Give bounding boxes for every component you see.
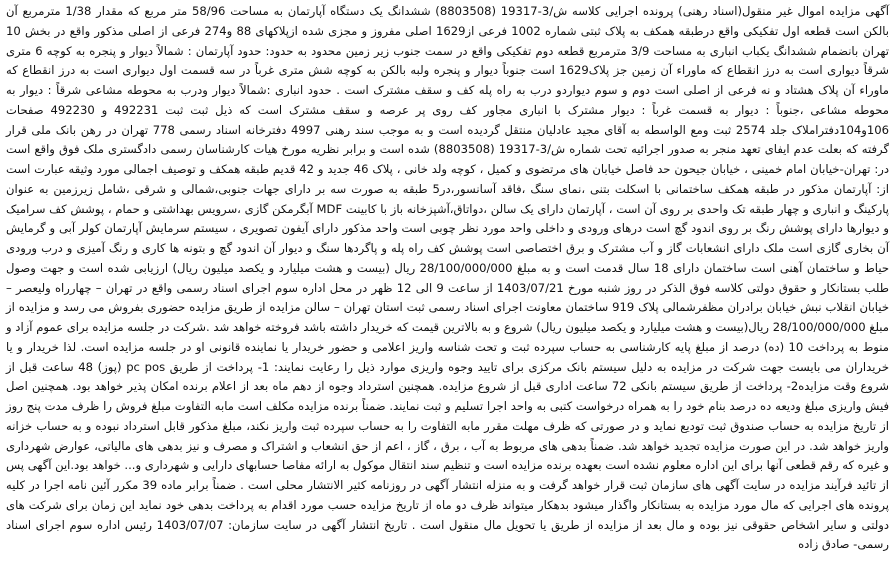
- auction-notice-text: آگهی مزایده اموال غیر منقول(اسناد رهنی) پرونده اجرایی کلاسه ش/3-19317 (8803508) ششدانگ یک دستگاه آپارتمان به مساحت 58/96 متر مربع که مقدار 1/38 مترمربع آن بالکن است قطعه اول تفکیکی واقع درطبقه همکف به پلاک ثبتی شماره 1002 فرعی از1629 اصلی مفروز و مجزی شده ازپلاکهای 88 و274 فرعی از اصلی مذکور واقع در بخش 10 تهران بانضمام ششدانگ یکباب انباری به مساحت 3/9 مترمربع قطعه دوم تفکیکی واقع در سمت جنوب زیر زمین محدود به حدود: حدود آپارتمان : شمالاً دیوار و پنجره به کوچه 6 متری شرقاً دیواری است به درز انقطاع که ماوراء آن زمین جز پلاک1629 است جنوباً دیوار و پنجره ولبه بالکن به کوچه شش متری غرباً در سه قسمت اول دیواری است به درز انقطاع که ماوراء آن پلاک هشتاد و نه فرعی از اصلی است دوم و سوم دیواردو درب به راه پله کف و سقف مشترک است . حدود انباری :شمالاً دیوار ودرب به محوطه مشاعی شرقاً : دیوار به محوطه مشاعی ،جنوباً : دیوار به قسمت غرباً : دیوار مشترک با انباری مجاور کف روی پر عرصه و سقف مشترک است که ذیل ثبت ثبت 492231 و 492230 صفحات 106و104دفتراملاک جلد 2574 ثبت ومع الواسطه به آقای مجید عادلیان منتقل گردیده است و به موجب سند رهنی 4997 دفترخانه اسناد رسمی 778 تهران در رهن بانک ملی قرار گرفته که بعلت عدم ایفای تعهد منجر به صدور اجرائیه تحت شماره ش/3-19317 (8803508) شده است و برابر نظریه مورخ هیات کارشناسان رسمی دادگستری ملک فوق واقع است در: تهران-خیابان امام خمینی ، خیابان جیحون حد فاصل خیابان های مرتضوی و کمیل ، کوچه ولد خانی ، پلاک 46 جدید و 42 قدیم طبقه همکف و توصیف اجمالی مورد وثیقه عبارت است از: آپارتمان مذکور در طبقه همکف ساختمانی با اسکلت بتنی ،نمای سنگ ،فاقد آسانسور،در5 طبقه به صورت سه بر دارای جهات جنوبی،شمالی و شرقی ،شامل زیرزمین به عنوان پارکینگ و انباری و چهار طبقه تک واحدی بر روی آن است ، آپارتمان دارای یک سالن ،دواتاق،آشپزخانه باز با کابینت MDF آبگرمکن گازی ،سرویس بهداشتی و حمام ، پوشش کف سرامیک و دیوارها دارای پوشش رنگ بر روی اندود گچ است درهای ورودی و داخلی واحد مورد نظر چوبی است واحد مذکور دارای آیفون تصویری ، سیستم سرمایش آپارتمان کولر آبی و گرمایش آن بخاری گازی است ملک دارای انشعابات گاز و آب مشترک و برق اختصاصی است پوشش کف راه پله و پاگردها سنگ و دیوار آن اندود گچ و بتونه ها کاری و رنگ آمیزی و درب ورودی حیاط و ساختمان آهنی است ساختمان دارای 18 سال قدمت است و به مبلغ 28/100/000/000 ریال (بیست و هشت میلیارد و یکصد میلیون ریال) ارزیابی شده است و جهت وصول طلب بستانکار و حقوق دولتی کلاسه فوق الذکر در روز شنبه مورخ 1403/07/21 از ساعت 9 الی 12 ظهر در محل اداره سوم اجرای اسناد رسمی واقع در تهران – چهارراه ولیعصر –خیابان انقلاب نبش خیابان برادران مظفرشمالی پلاک 919 ساختمان معاونت اجرای اسناد رسمی ثبت استان تهران – سالن مزایده از طریق مزایده حضوری بفروش می رسد و مزایده از مبلغ 28/100/000/000 ریال(بیست و هشت میلیارد و یکصد میلیون ریال) شروع و به بالاترین قیمت که خریدار داشته باشد فروخته خواهد شد .شرکت در جلسه مزایده برای عموم آزاد و منوط به پرداخت 10 (ده) درصد از مبلغ پایه کارشناسی به حساب سپرده ثبت و تحت شناسه واریز اعلامی و حضور خریدار یا نماینده قانونی او در جلسه مزایده است. لذا خریدار و یا خریداران می بایست جهت شرکت در مزایده به دلیل سیستم بانک مرکزی برای تایید وجوه واریزی موارد ذیل را رعایت نمایند: 1- پرداخت از طریق pc pos (پوز) 48 ساعت قبل از شروع وقت مزایده2- پرداخت از طریق سیستم بانکی 72 ساعت اداری قبل از شروع مزایده. همچنین استرداد وجوه از دهم ماه بعد از اعلام برنده امکان پذیر خواهد بود. همچنین اصل فیش واریزی مبلغ ودیعه ده درصد بنام خود را به همراه درخواست کتبی به واحد اجرا تسلیم و ثبت نمایند. ضمناً برنده مزایده مکلف است مابه التفاوت مبلغ فروش را ظرف مدت پنج روز از تاریخ مزایده به حساب صندوق ثبت تودیع نماید و در صورتی که ظرف مهلت مقرر مابه التفاوت را به حساب سپرده ثبت واریز نکند، مبلغ مذکور قابل استرداد نبوده و به حساب خزانه واریز خواهد شد. در این صورت مزایده تجدید خواهد شد. ضمناً بدهی های مربوط به آب ، برق ، گاز ، اعم از حق انشعاب و اشتراک و مصرف و نیز بدهی های مالیاتی، عوارض شهرداری و غیره که رقم قطعی آنها برای این اداره معلوم نشده است بعهده برنده مزایده است و تنظیم سند انتقال موکول به ارائه مفاصا حسابهای دارایی و شهرداری و... خواهد بود.این آگهی پس از تائید فرآیند مزایده در سایت آگهی های سازمان ثبت قرار خواهد گرفت و به منزله انتشار آگهی در روزنامه کثیر الانتشار محلی است . ضمناً برابر ماده 39 مکرر آئین نامه اجرا در کلیه پرونده های اجرایی که مال مورد مزایده به بستانکار واگذار میشود بدهکار میتواند ظرف دو ماه از تاریخ مزایده حسب مورد اقدام به پرداخت بدهی خود نماید این زمان برای شرکت های دولتی و سایر اشخاص حقوقی نیز بوده و مال بعد از مزایده از طریق یا تحویل مال منقول است . تاریخ انتشار آگهی در سایت سازمان: 1403/07/07 رئیس اداره سوم اجرای اسناد رسمی- صادق زاده: [6, 4, 890, 552]
